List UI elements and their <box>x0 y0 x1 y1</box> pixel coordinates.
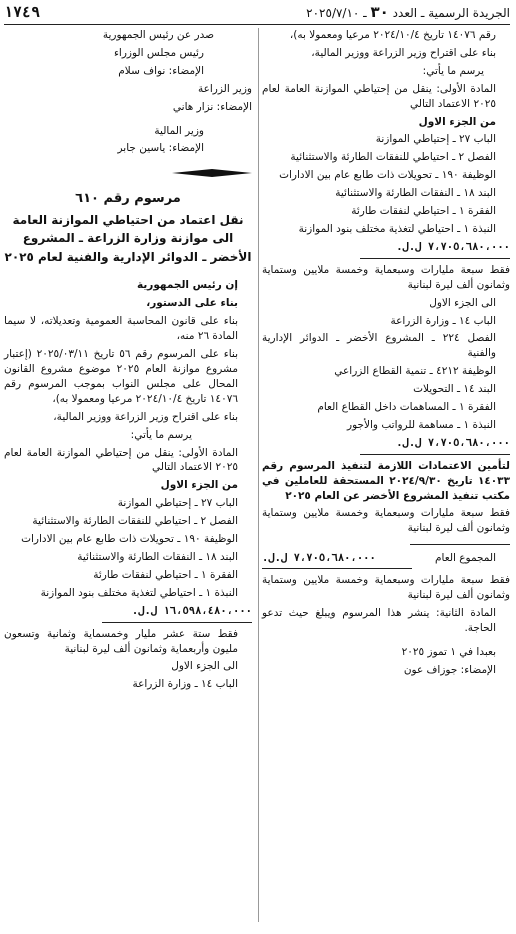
text-line: رقم ١٤٠٧٦ تاريخ ٢٠٢٤/١٠/٤ مرعيا ومعمولا به)، <box>289 29 496 41</box>
right-column <box>262 28 510 681</box>
text-line: يرسم ما يأتي: <box>130 428 192 441</box>
place-date: بعبدا في ١ تموز ٢٠٢٥ <box>401 645 496 658</box>
article-one: المادة الأولى: ينقل من إحتياطي الموازنة العامة لعام ٢٠٢٥ الاعتماد التالي <box>4 446 238 474</box>
text-line: بناء على اقتراح وزير الزراعة ووزير المالية، <box>53 410 238 423</box>
gazette-title <box>306 2 510 23</box>
text-line: يرسم ما يأتي: <box>422 64 484 77</box>
amount-words: فقط ستة عشر مليار وخمسماية وثمانية وتسعون مليون وأربعماية وثمانون ألف ليرة لبنانية <box>4 627 238 655</box>
to-part: الى الجزء الاول <box>171 660 238 673</box>
budget-line: النبذة ١ ـ مساهمة للرواتب والأجور <box>347 418 496 431</box>
decree-title: نقل اعتماد من احتياطي الموازنة العامة الى موازنة وزارة الزراعة ـ المشروع الأخضر ـ الدوائر الإدارية والفنية لعام ٢٠٢٥ <box>4 212 252 264</box>
agri-signature: الإمضاء: نزار هاني <box>172 100 252 113</box>
pm-signature: الإمضاء: نواف سلام <box>118 64 204 77</box>
budget-line: الباب ١٤ ـ وزارة الزراعة <box>132 678 238 691</box>
budget-line: الباب ٢٧ ـ إحتياطي الموازنة <box>117 497 238 510</box>
amount-words: فقط سبعة مليارات وسبعماية وخمسة ملايين وستماية وثمانون ألف ليرة لبنانية <box>262 507 510 535</box>
fin-signature: الإمضاء: ياسين جابر <box>117 142 204 155</box>
signature: الإمضاء: جوزاف عون <box>403 663 496 676</box>
amount-rule <box>360 454 510 455</box>
budget-line: البند ١٤ ـ التحويلات <box>413 383 496 396</box>
total-label: المجموع العام <box>435 552 496 565</box>
budget-line: الفصل ٢٢٤ ـ المشروع الأخضر ـ الدوائر الإدارية والفنية <box>262 332 496 360</box>
page-header <box>4 2 510 25</box>
budget-line: الباب ١٤ ـ وزارة الزراعة <box>390 314 496 327</box>
budget-line: الباب ٢٧ ـ إحتياطي الموازنة <box>375 133 496 146</box>
agri-minister: وزير الزراعة <box>198 82 252 95</box>
from-part: من الجزء الاول <box>418 115 496 128</box>
amount: ٧،٧٠٥،٦٨٠،٠٠٠ ل.ل. <box>396 436 510 449</box>
pm-title: رئيس مجلس الوزراء <box>113 46 204 59</box>
separator <box>410 544 510 545</box>
total-amount: ٧،٧٠٥،٦٨٠،٠٠٠ ل.ل. <box>262 552 376 565</box>
to-part: الى الجزء الاول <box>429 296 496 309</box>
article-two: المادة الثانية: ينشر هذا المرسوم ويبلغ حيث تدعو الحاجة. <box>262 607 496 634</box>
issue-date: ـ ٢٠٢٥/٧/١٠ <box>306 6 367 21</box>
budget-line: النبذة ١ ـ احتياطي لتغذية مختلف بنود الموازنة <box>40 586 238 599</box>
amount-rule <box>102 622 252 623</box>
text-line: بناء على قانون المحاسبة العمومية وتعديلاته، لا سيما المادة ٢٦ منه، <box>4 315 238 343</box>
fin-minister: وزير المالية <box>154 124 204 137</box>
gazette-name: الجريدة الرسمية ـ العدد <box>392 6 510 21</box>
amount-rule <box>262 568 412 569</box>
total-row <box>262 551 510 566</box>
amount: ٧،٧٠٥،٦٨٠،٠٠٠ ل.ل. <box>396 240 510 253</box>
page-number: ١٧٤٩ <box>4 3 41 22</box>
purpose-text: لتأمين الاعتمادات اللازمة لتنفيذ المرسوم رقم ١٤٠٣٣ تاريخ ٢٠٢٤/٩/٣٠ المستحقة للعاملين في مكتب تنفيذ المشروع الأخضر عن العام ٢٠٢٥ <box>262 459 510 502</box>
text-line: بناء على اقتراح وزير الزراعة ووزير المالية، <box>311 46 496 59</box>
left-column <box>4 28 252 695</box>
constitution-line: بناء على الدستور، <box>146 297 238 310</box>
budget-line: الفقرة ١ ـ احتياطي لنفقات طارئة <box>351 205 496 218</box>
amount: ١٦،٥٩٨،٤٨٠،٠٠٠ ل.ل. <box>131 604 252 617</box>
budget-line: الوظيفة ٤٢١٢ ـ تنمية القطاع الزراعي <box>334 365 496 378</box>
budget-line: النبذة ١ ـ احتياطي لتغذية مختلف بنود الموازنة <box>298 222 496 235</box>
from-part: من الجزء الاول <box>160 479 238 492</box>
amount-rule <box>360 258 510 259</box>
ornament-divider <box>172 169 252 177</box>
budget-line: البند ١٨ ـ النفقات الطارئة والاستثنائية <box>77 550 238 563</box>
issued-by: صدر عن رئيس الجمهورية <box>102 29 214 41</box>
decree-number: مرسوم رقم ٦١٠ <box>75 191 181 207</box>
article-one: المادة الأولى: ينقل من إحتياطي الموازنة العامة لعام ٢٠٢٥ الاعتماد التالي <box>262 82 496 110</box>
column-divider <box>258 28 259 922</box>
budget-line: الفصل ٢ ـ احتياطي للنفقات الطارئة والاستثنائية <box>32 515 238 528</box>
budget-line: الفصل ٢ ـ احتياطي للنفقات الطارئة والاستثنائية <box>290 151 496 164</box>
amount-words: فقط سبعة مليارات وسبعماية وخمسة ملايين وستماية وثمانون ألف ليرة لبنانية <box>262 263 510 291</box>
issue-number: ٣٠ <box>370 3 389 22</box>
president-line: إن رئيس الجمهورية <box>136 279 238 292</box>
text-line: بناء على المرسوم رقم ٥٦ تاريخ ٢٠٢٥/٠٣/١١ (إعتبار مشروع موازنة العام ٢٠٢٥ موضوع مشروع القانون المحال على مجلس النواب بموجب المرسوم رقم ١٤٠٧٦ تاريخ ٢٠٢٤/١٠/٤ مرعيا ومعمولا به)، <box>4 348 238 405</box>
budget-line: الوظيفة ١٩٠ ـ تحويلات ذات طابع عام بين الادارات <box>21 533 238 546</box>
budget-line: البند ١٨ ـ النفقات الطارئة والاستثنائية <box>335 187 496 200</box>
budget-line: الفقرة ١ ـ المساهمات داخل القطاع العام <box>317 401 496 414</box>
budget-line: الفقرة ١ ـ احتياطي لنفقات طارئة <box>93 568 238 581</box>
budget-line: الوظيفة ١٩٠ ـ تحويلات ذات طابع عام بين الادارات <box>279 169 496 182</box>
amount-words: فقط سبعة مليارات وسبعماية وخمسة ملايين وستماية وثمانون ألف ليرة لبنانية <box>262 574 510 602</box>
